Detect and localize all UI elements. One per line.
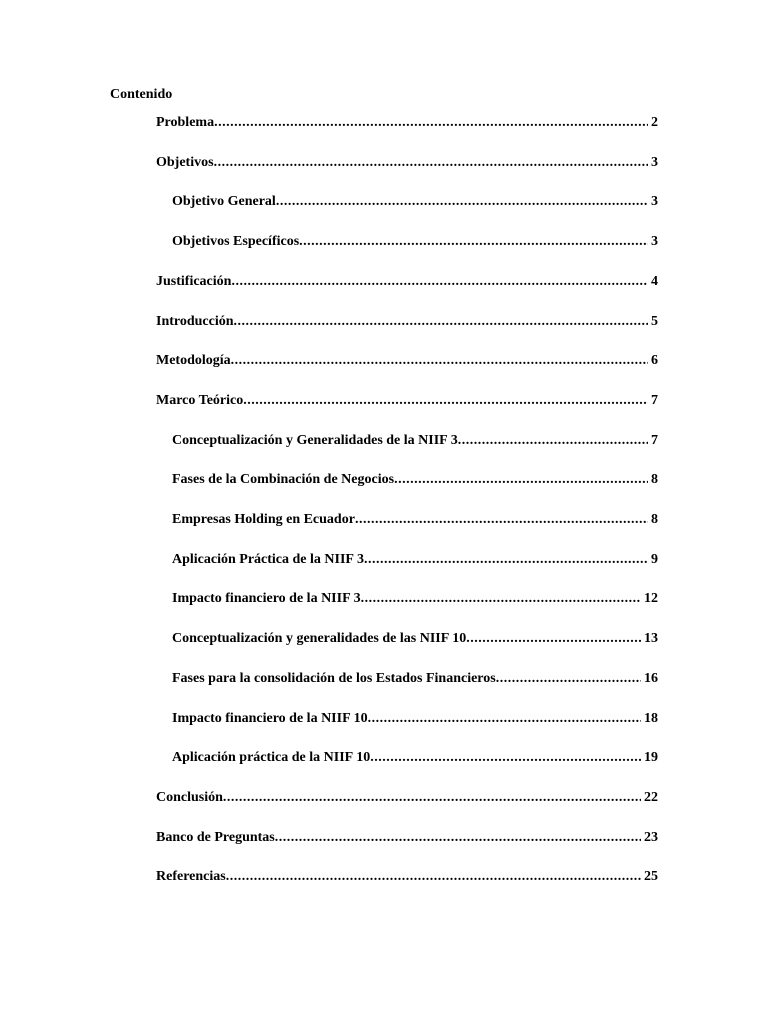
toc-entry-title: Introducción bbox=[156, 314, 234, 329]
dot-leader bbox=[364, 550, 648, 570]
toc-entry-page-number: 13 bbox=[644, 631, 658, 646]
toc-entry-page-number: 9 bbox=[651, 552, 658, 567]
toc-entry-page-number: 18 bbox=[644, 711, 658, 726]
toc-entry[interactable] bbox=[156, 153, 658, 173]
toc-entry[interactable] bbox=[172, 470, 658, 490]
dot-leader bbox=[355, 510, 648, 530]
toc-entry-page-number: 22 bbox=[644, 790, 658, 805]
toc-entry-title: Problema bbox=[156, 115, 215, 130]
dot-leader bbox=[361, 589, 641, 609]
dot-leader bbox=[214, 153, 648, 173]
dot-leader bbox=[223, 788, 641, 808]
dot-leader bbox=[496, 669, 641, 689]
dot-leader bbox=[243, 391, 648, 411]
toc-entry-page-number: 7 bbox=[651, 433, 658, 448]
toc-entry-page-number: 4 bbox=[651, 274, 658, 289]
dot-leader bbox=[231, 272, 648, 292]
dot-leader bbox=[458, 431, 648, 451]
toc-entry-page-number: 8 bbox=[651, 512, 658, 527]
dot-leader bbox=[394, 470, 648, 490]
toc-entry-title: Objetivos Específicos bbox=[172, 234, 300, 249]
dot-leader bbox=[370, 748, 641, 768]
toc-entry-title: Empresas Holding en Ecuador bbox=[172, 512, 355, 527]
toc-entry-page-number: 7 bbox=[651, 393, 658, 408]
toc-entry[interactable] bbox=[172, 709, 658, 729]
toc-entry-page-number: 3 bbox=[651, 155, 658, 170]
dot-leader bbox=[234, 312, 648, 332]
toc-entry-title: Justificación bbox=[156, 274, 232, 289]
toc-entry[interactable] bbox=[172, 629, 658, 649]
toc-entry-page-number: 8 bbox=[651, 472, 658, 487]
toc-entry-title: Objetivos bbox=[156, 155, 214, 170]
toc-entry[interactable] bbox=[172, 669, 658, 689]
toc-entry[interactable] bbox=[172, 232, 658, 252]
dot-leader bbox=[466, 629, 641, 649]
toc-entry-page-number: 5 bbox=[651, 314, 658, 329]
toc-entry-title: Aplicación Práctica de la NIIF 3 bbox=[172, 552, 364, 567]
toc-entry-title: Objetivo General bbox=[172, 194, 276, 209]
toc-entry[interactable] bbox=[156, 312, 658, 332]
dot-leader bbox=[231, 351, 648, 371]
toc-entry[interactable] bbox=[172, 550, 658, 570]
toc-entry[interactable] bbox=[156, 391, 658, 411]
dot-leader bbox=[276, 192, 648, 212]
toc-entry-title: Fases para la consolidación de los Estados Financieros bbox=[172, 671, 496, 686]
toc-entry[interactable] bbox=[172, 589, 658, 609]
toc-entry-title: Marco Teórico bbox=[156, 393, 244, 408]
toc-entry[interactable] bbox=[156, 272, 658, 292]
toc-entry[interactable] bbox=[156, 788, 658, 808]
dot-leader bbox=[226, 867, 641, 887]
toc-entry[interactable] bbox=[156, 113, 658, 133]
toc-entry-title: Conceptualización y generalidades de las NIIF 10 bbox=[172, 631, 467, 646]
toc-entry-page-number: 6 bbox=[651, 353, 658, 368]
toc-entry-title: Aplicación práctica de la NIIF 10 bbox=[172, 750, 371, 765]
dot-leader bbox=[275, 828, 641, 848]
toc-entry[interactable] bbox=[156, 867, 658, 887]
toc-entry[interactable] bbox=[172, 748, 658, 768]
dot-leader bbox=[368, 709, 641, 729]
toc-entry-page-number: 23 bbox=[644, 830, 658, 845]
toc-entry-title: Conceptualización y Generalidades de la NIIF 3 bbox=[172, 433, 458, 448]
toc-entry-title: Banco de Preguntas bbox=[156, 830, 275, 845]
toc-entry-title: Fases de la Combinación de Negocios bbox=[172, 472, 395, 487]
toc-entry-page-number: 16 bbox=[644, 671, 658, 686]
toc-entry-title: Impacto financiero de la NIIF 10 bbox=[172, 711, 368, 726]
toc-entry[interactable] bbox=[156, 351, 658, 371]
toc-entry-page-number: 3 bbox=[651, 234, 658, 249]
toc-entry[interactable] bbox=[172, 431, 658, 451]
toc-entry-page-number: 19 bbox=[644, 750, 658, 765]
dot-leader bbox=[214, 113, 648, 133]
toc-entry-page-number: 12 bbox=[644, 591, 658, 606]
toc-entry[interactable] bbox=[156, 828, 658, 848]
toc-entry-title: Referencias bbox=[156, 869, 226, 884]
toc-entry-title: Metodología bbox=[156, 353, 231, 368]
toc-entry-page-number: 2 bbox=[651, 115, 658, 130]
toc-entry[interactable] bbox=[172, 192, 658, 212]
toc-entry[interactable] bbox=[172, 510, 658, 530]
toc-entry-title: Conclusión bbox=[156, 790, 223, 805]
dot-leader bbox=[299, 232, 648, 252]
toc-entry-page-number: 25 bbox=[644, 869, 658, 884]
toc-heading: Contenido bbox=[110, 87, 173, 102]
toc-entry-title: Impacto financiero de la NIIF 3 bbox=[172, 591, 361, 606]
toc-entry-page-number: 3 bbox=[651, 194, 658, 209]
